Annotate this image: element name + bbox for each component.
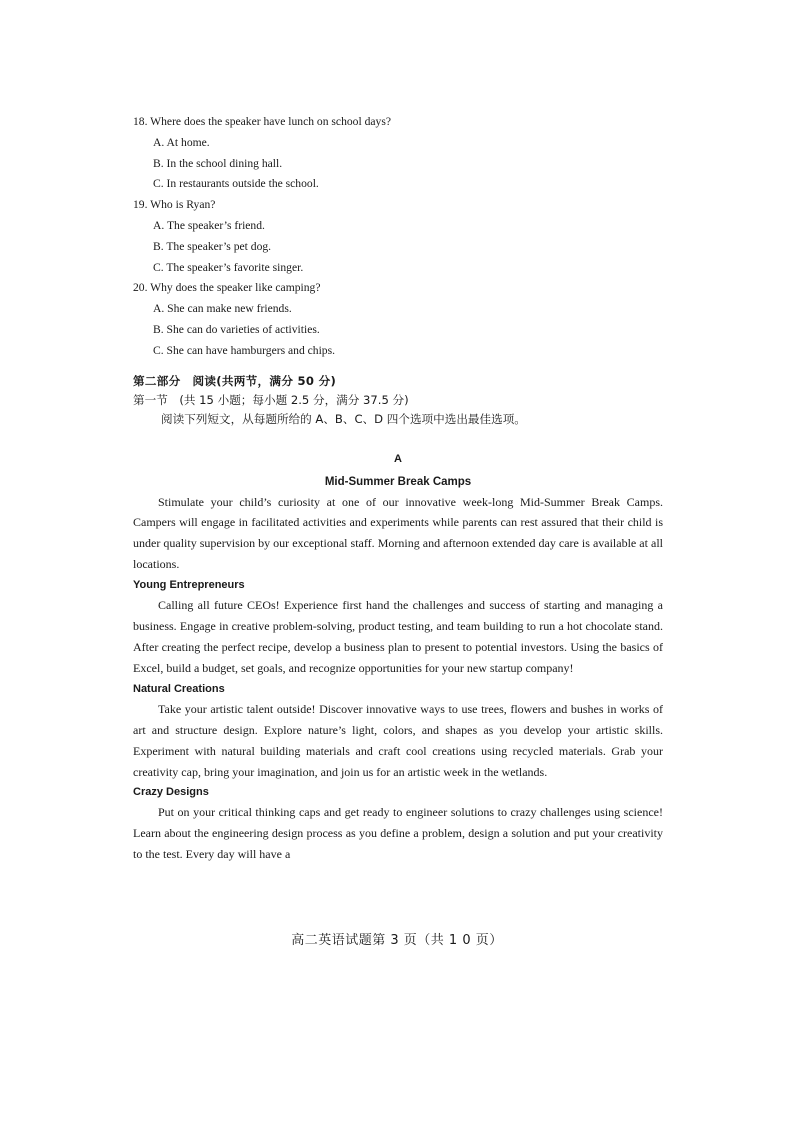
page-footer: 高二英语试题第 3 页（共 1 0 页） [291, 933, 503, 948]
section-text-young-entrepreneurs: Calling all future CEOs! Experience first hand the challenges and success of starting and managing a business. Engage in creative problem-solving, product testing, and team building to run a hot chocolate stand. After creating the perfect recipe, develop a business plan to present to potential investors. Using the basics of Excel, build a budget, set goals, and recognize opportunities for your new startup company! [133, 598, 663, 675]
section-heading-crazy-designs: Crazy Designs [133, 786, 209, 799]
section-heading: 第一节 (共 15 小题；每小题 2.5 分，满分 37.5 分) [133, 392, 409, 407]
option-a: A. She can make new friends. [153, 302, 292, 316]
part-heading: 第二部分 阅读(共两节，满分 50 分) [133, 373, 337, 388]
option-b: B. She can do varieties of activities. [153, 322, 320, 336]
option-b: B. In the school dining hall. [153, 156, 283, 170]
section-text-crazy-designs: Put on your critical thinking caps and get ready to engineer solutions to crazy challenges using science! Learn about the engineering design process as you define a problem, design a solution and put your creativity to the test. Every day will have a [133, 805, 663, 862]
question-stem: 18. Where does the speaker have lunch on school days? [133, 115, 391, 128]
question-stem: 19. Who is Ryan? [133, 198, 216, 212]
question-19 [133, 195, 663, 278]
instruction-text: 阅读下列短文，从每题所给的 A、B、C、D 四个选项中选出最佳选项。 [161, 411, 526, 426]
option-a: A. The speaker’s friend. [153, 218, 265, 232]
question-18 [133, 112, 663, 195]
option-c: C. She can have hamburgers and chips. [153, 343, 336, 357]
option-a: A. At home. [153, 135, 210, 149]
exam-page [133, 112, 663, 865]
passage-title: Mid-Summer Break Camps [324, 475, 472, 488]
section-heading-young-entrepreneurs: Young Entrepreneurs [133, 579, 245, 592]
passage-intro: Stimulate your child’s curiosity at one of our innovative week-long Mid-Summer Break Camps. Campers will engage in facilitated activities and experiments while parents can rest assured that their child is under quality supervision by our exceptional staff. Morning and afternoon extended day care is available at all locations. [133, 494, 663, 572]
question-20 [133, 278, 663, 361]
section-heading-natural-creations: Natural Creations [133, 682, 225, 695]
passage-letter: A [394, 452, 402, 465]
option-c: C. The speaker’s favorite singer. [153, 260, 304, 274]
option-b: B. The speaker’s pet dog. [153, 239, 272, 253]
question-stem: 20. Why does the speaker like camping? [133, 281, 321, 295]
section-text-natural-creations: Take your artistic talent outside! Discover innovative ways to use trees, flowers and bushes in works of art and structure design. Explore nature’s light, colors, and shapes as you develop your artistic skills. Experiment with natural building materials and craft cool creations using recycled materials. Grab your creativity cap, bring your imagination, and join us for an artistic week in the wetlands. [133, 701, 663, 779]
option-c: C. In restaurants outside the school. [153, 177, 319, 191]
